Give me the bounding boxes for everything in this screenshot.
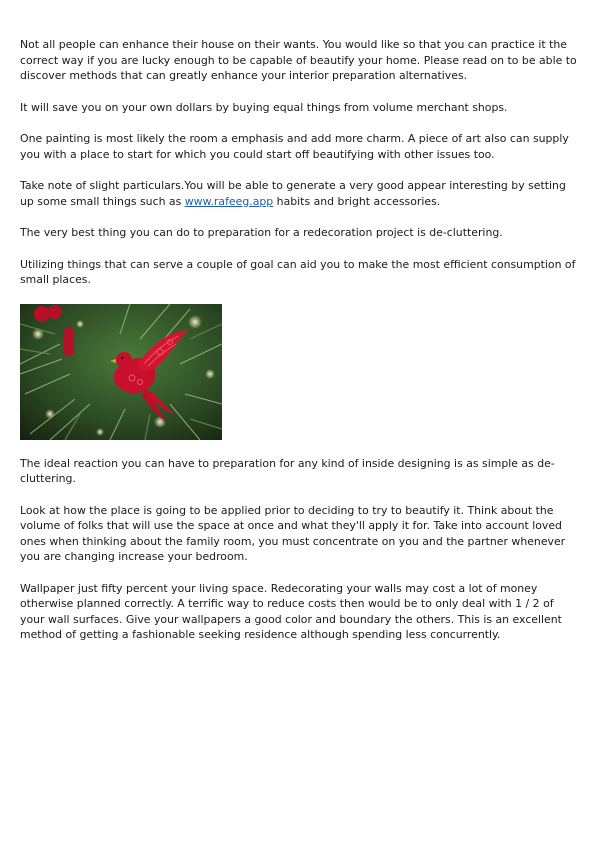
paragraph-3: One painting is most likely the room a emphasis and add more charm. A piece of art also can supply you with a place to start for which you could start off beautifying with other issues too.: [20, 132, 569, 161]
paragraph-4-text-after: habits and bright accessories.: [273, 194, 441, 208]
paragraph-4: [20, 178, 580, 209]
paragraph-9: Wallpaper just fifty percent your living space. Redecorating your walls may cost a lot of money otherwise planned correctly. A terrific way to reduce costs then would be to only deal with 1 / 2 of your wall surfaces. Give your wallpapers a good color and boundary the others. This is an excellent method of getting a fashionable seeking residence although spending less concurrently.: [20, 581, 562, 641]
paragraph-4-text-before: Take note of slight particulars.You will be able to generate a very good appear interesting by setting up some small things such as: [20, 179, 566, 208]
website-link[interactable]: www.rafeeg.app: [184, 194, 274, 208]
paragraph-5: The very best thing you can do to preparation for a redecoration project is de-cluttering.: [20, 226, 503, 239]
paragraph-6: Utilizing things that can serve a couple of goal can aid you to make the most efficient consumption of small places.: [20, 257, 576, 286]
paragraph-1: Not all people can enhance their house on their wants. You would like so that you can practice it the correct way if you are lucky enough to be capable of beautify your home. Please read on to be able to discover methods that can greatly enhance your interior preparation alternatives.: [20, 38, 577, 82]
paragraph-7: The ideal reaction you can have to preparation for any kind of inside designing is as simple as de-cluttering.: [20, 456, 555, 485]
paragraph-8: Look at how the place is going to be applied prior to deciding to try to beautify it. Think about the volume of folks that will use the space at once and what they'll apply it for. Take into account loved ones when thinking about the family room, you must concentrate on you and the partner whenever you are changing increase your bedroom.: [20, 503, 566, 563]
christmas-bird-ornament-image: [20, 304, 222, 440]
paragraph-2: It will save you on your own dollars by buying equal things from volume merchant shops.: [20, 100, 508, 114]
